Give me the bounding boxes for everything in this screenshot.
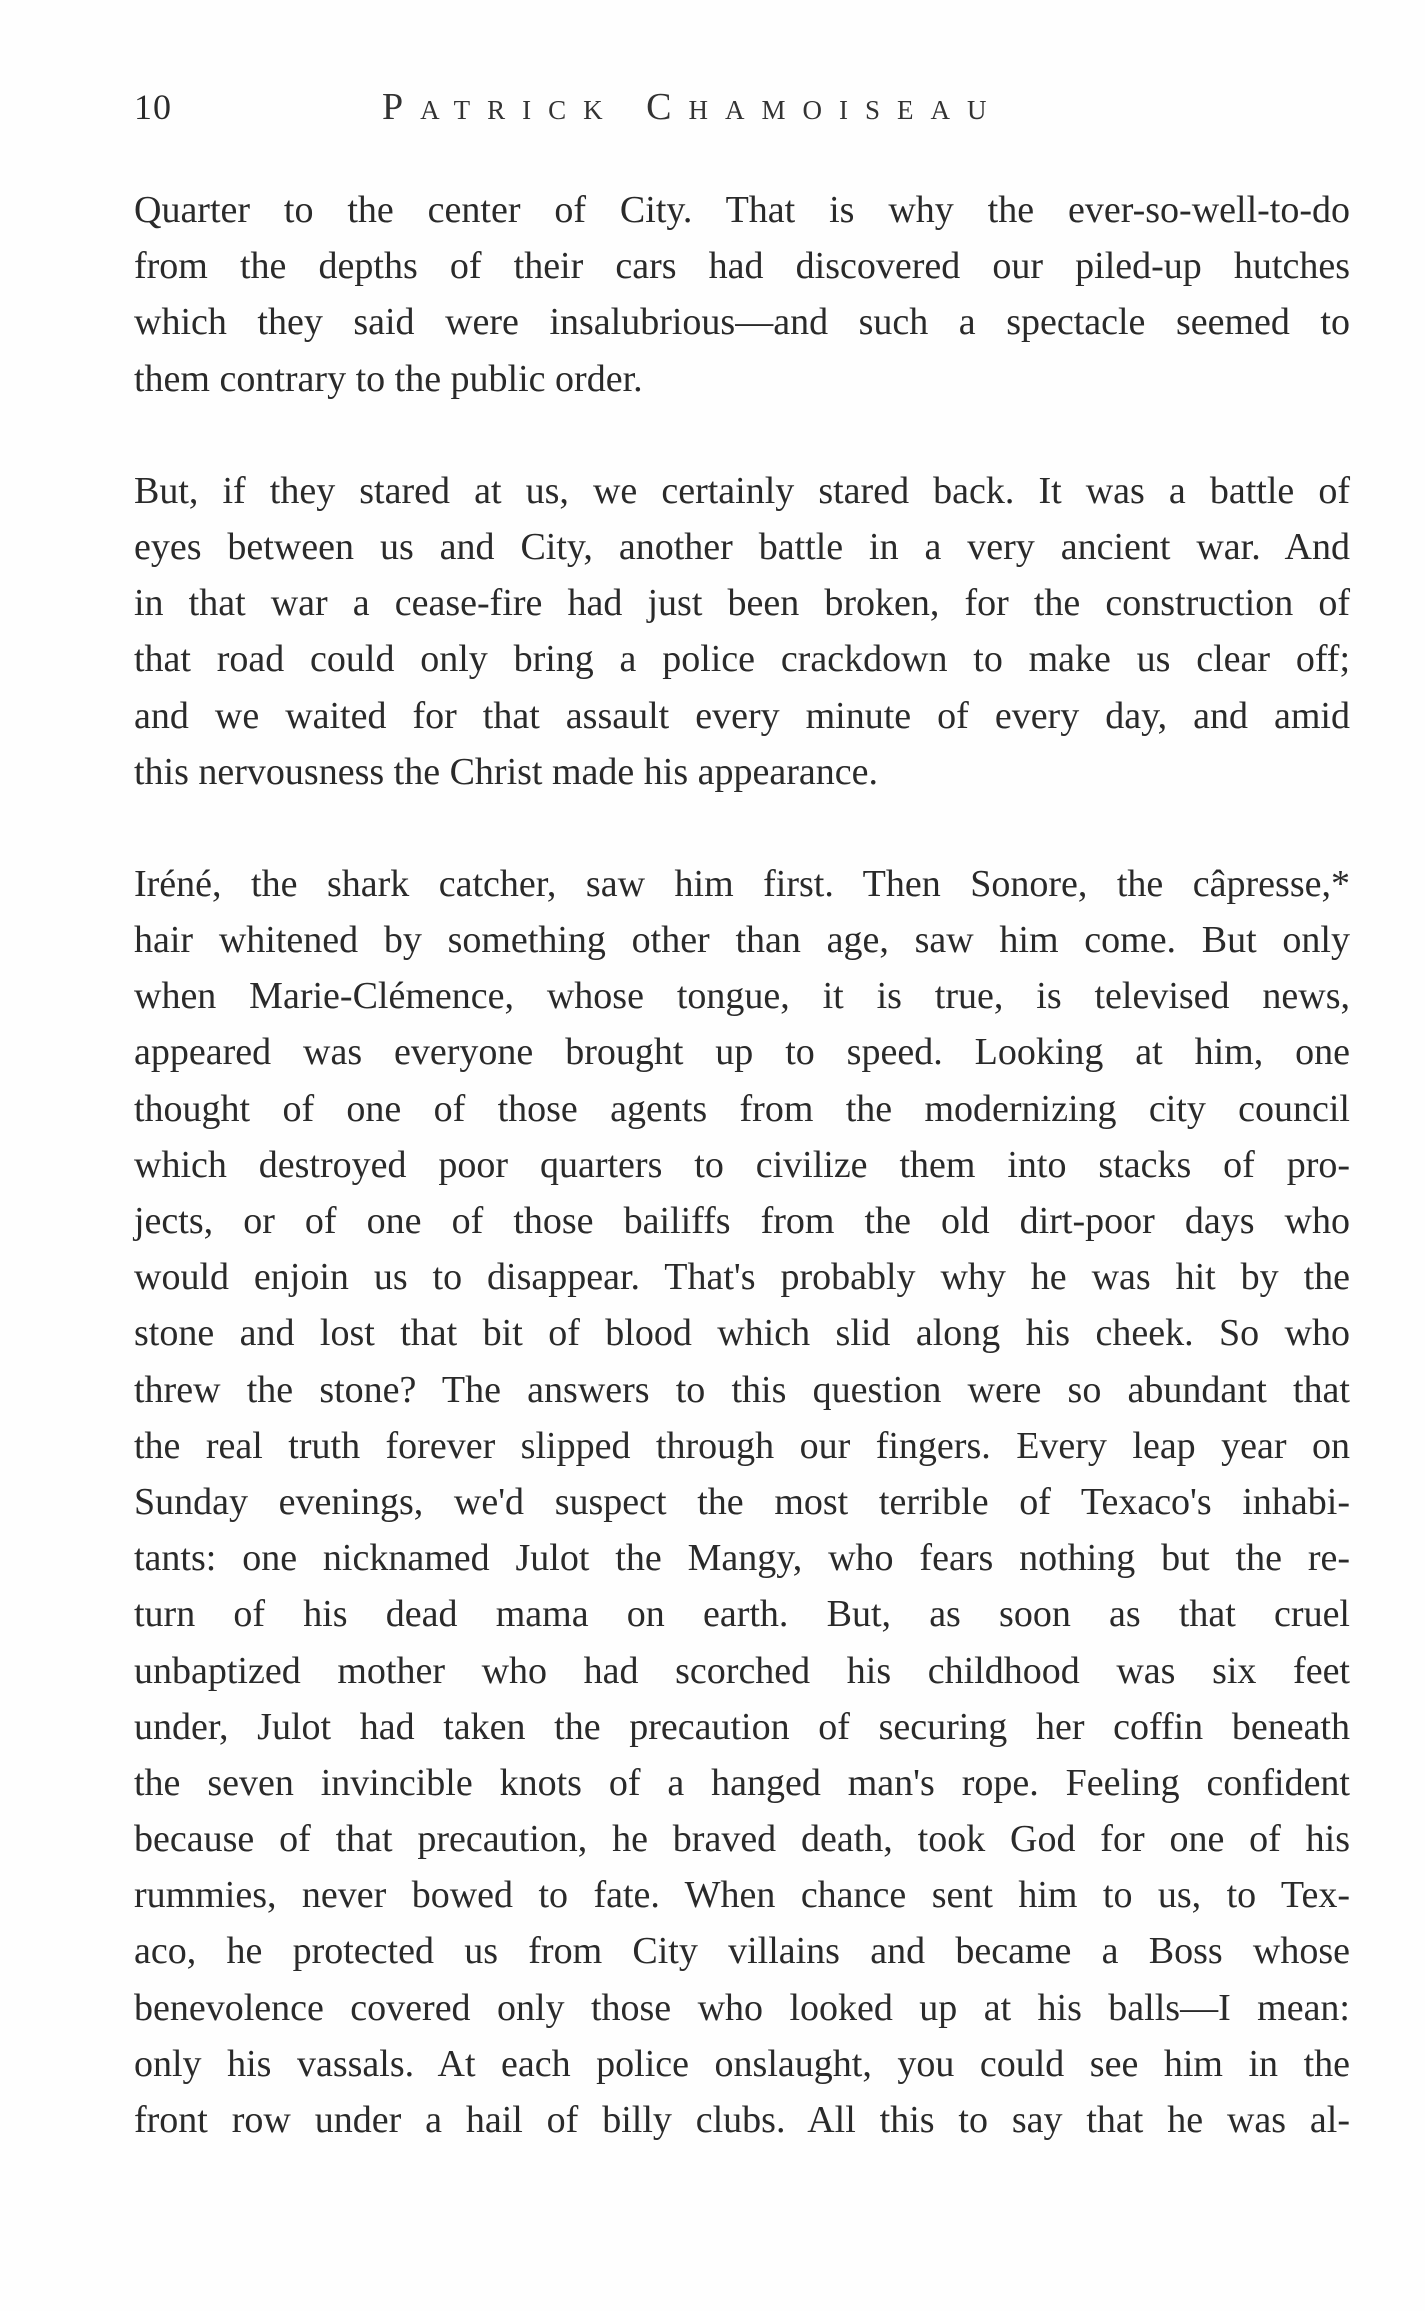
running-head: [134, 82, 1350, 132]
text-line: benevolence covered only those who looked up at his balls—I mean:: [134, 1986, 1350, 2029]
text-line: which destroyed poor quarters to civilize them into stacks of pro-: [134, 1143, 1350, 1186]
text-line: tants: one nicknamed Julot the Mangy, who fears nothing but the re-: [134, 1537, 1350, 1580]
text-line: hair whitened by something other than age, saw him come. But only: [134, 919, 1350, 962]
text-line: this nervousness the Christ made his appearance.: [134, 750, 878, 793]
paragraph: [134, 182, 1350, 407]
paragraph: [134, 463, 1350, 800]
text-line: threw the stone? The answers to this question were so abundant that: [134, 1368, 1350, 1411]
text-line: appeared was everyone brought up to speed. Looking at him, one: [134, 1031, 1350, 1074]
text-line: the seven invincible knots of a hanged man's rope. Feeling confident: [134, 1761, 1350, 1804]
text-line: Iréné, the shark catcher, saw him first. Then Sonore, the câpresse,*: [134, 862, 1350, 905]
text-line: thought of one of those agents from the modernizing city council: [134, 1087, 1350, 1130]
text-line: which they said were insalubrious—and such a spectacle seemed to: [134, 301, 1350, 344]
text-line: because of that precaution, he braved death, took God for one of his: [134, 1818, 1350, 1861]
text-line: only his vassals. At each police onslaught, you could see him in the: [134, 2042, 1350, 2085]
body-text: [134, 182, 1350, 2148]
text-line: that road could only bring a police crackdown to make us clear off;: [134, 638, 1350, 681]
running-head-author: Patrick Chamoiseau: [382, 86, 1004, 128]
text-line: in that war a cease-fire had just been broken, for the construction of: [134, 582, 1350, 625]
page-number: 10: [134, 87, 172, 127]
text-line: unbaptized mother who had scorched his childhood was six feet: [134, 1649, 1350, 1692]
text-line: turn of his dead mama on earth. But, as soon as that cruel: [134, 1593, 1350, 1636]
text-line: front row under a hail of billy clubs. All this to say that he was al-: [134, 2099, 1350, 2141]
paragraph: [134, 856, 1350, 2148]
text-line: aco, he protected us from City villains and became a Boss whose: [134, 1930, 1350, 1973]
text-line: stone and lost that bit of blood which slid along his cheek. So who: [134, 1312, 1350, 1355]
text-line: and we waited for that assault every minute of every day, and amid: [134, 694, 1350, 737]
text-line: But, if they stared at us, we certainly stared back. It was a battle of: [134, 469, 1350, 512]
text-line: from the depths of their cars had discovered our piled-up hutches: [134, 245, 1350, 288]
text-line: Sunday evenings, we'd suspect the most terrible of Texaco's inhabi-: [134, 1480, 1350, 1523]
text-line: jects, or of one of those bailiffs from the old dirt-poor days who: [134, 1200, 1350, 1242]
text-line: eyes between us and City, another battle in a very ancient war. And: [134, 525, 1350, 568]
text-line: would enjoin us to disappear. That's probably why he was hit by the: [134, 1256, 1350, 1299]
text-line: them contrary to the public order.: [134, 357, 643, 400]
text-line: the real truth forever slipped through our fingers. Every leap year on: [134, 1424, 1350, 1467]
text-line: rummies, never bowed to fate. When chance sent him to us, to Tex-: [134, 1874, 1350, 1917]
text-line: under, Julot had taken the precaution of securing her coffin beneath: [134, 1705, 1350, 1748]
text-line: Quarter to the center of City. That is why the ever-so-well-to-do: [134, 189, 1350, 231]
text-line: when Marie-Clémence, whose tongue, it is true, is televised news,: [134, 975, 1350, 1018]
